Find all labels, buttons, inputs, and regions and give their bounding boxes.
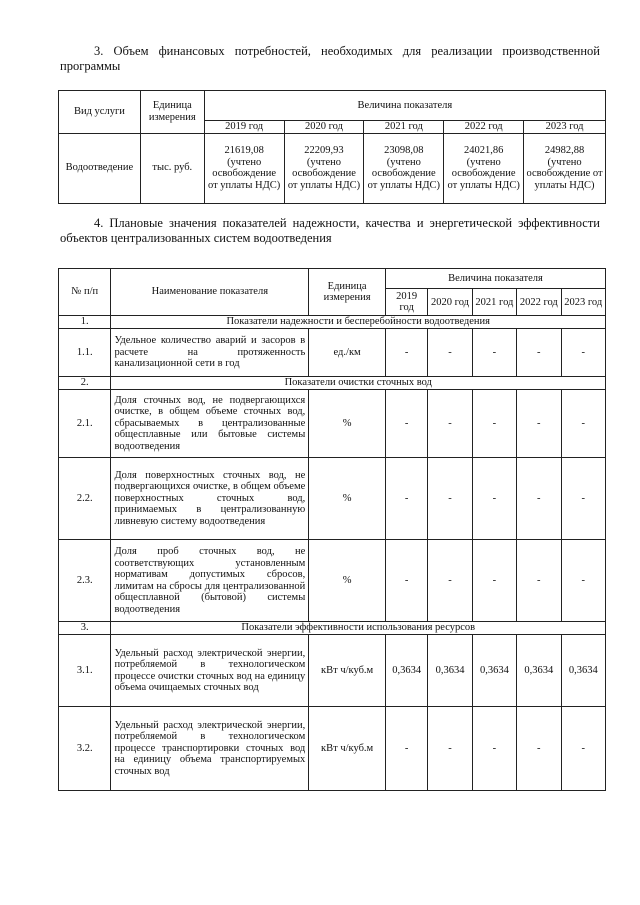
indicator-unit: кВт ч/куб.м: [309, 635, 386, 707]
indicator-unit: %: [309, 390, 386, 458]
value-cell: 22209,93 (учтено освобождение от уплаты НДС): [284, 133, 364, 203]
col-header-name: Наименование показателя: [111, 269, 309, 316]
row-num: 3.1.: [59, 635, 111, 707]
row-num: 2.2.: [59, 458, 111, 540]
table-row: [59, 458, 606, 540]
year-header: 2020 год: [428, 289, 472, 316]
table-row: [59, 635, 606, 707]
group-title: Показатели надежности и бесперебойности водоотведения: [111, 316, 606, 329]
table-row: [59, 540, 606, 622]
indicator-value: 0,3634: [517, 635, 561, 707]
indicator-unit: ед./км: [309, 329, 386, 377]
financial-needs-table: [58, 90, 606, 204]
section-4-heading: 4. Плановые значения показателей надежности, качества и энергетической эффективности объектов централизованных систем водоотведения: [60, 216, 600, 245]
col-header-service: Вид услуги: [59, 91, 141, 134]
year-header: 2019 год: [385, 289, 427, 316]
col-header-unit: Единица измерения: [140, 91, 204, 134]
indicator-value: -: [428, 458, 472, 540]
indicator-value: -: [385, 707, 427, 791]
indicator-value: -: [472, 390, 516, 458]
group-num: 3.: [59, 622, 111, 635]
indicator-value: -: [561, 329, 606, 377]
table-row: [59, 329, 606, 377]
indicator-value: -: [561, 707, 606, 791]
row-num: 1.1.: [59, 329, 111, 377]
indicator-name: Удельный расход электрической энергии, потребляемой в технологическом процессе транспортировки сточных вод на единицу объема транспортируемых сточных вод: [111, 707, 309, 791]
indicator-unit: кВт ч/куб.м: [309, 707, 386, 791]
indicator-name: Доля проб сточных вод, не соответствующих установленным нормативам допустимых сбросов, лимитам на сбросы для централизованной общесплавной (бытовой) системы водоотведения: [111, 540, 309, 622]
indicator-value: 0,3634: [561, 635, 606, 707]
indicator-value: -: [517, 707, 561, 791]
indicator-name: Удельный расход электрической энергии, потребляемой в технологическом процессе очистки сточных вод на единицу объема очищаемых сточных вод: [111, 635, 309, 707]
year-header: 2019 год: [204, 121, 284, 134]
indicator-value: -: [517, 540, 561, 622]
indicator-value: -: [472, 329, 516, 377]
indicator-name: Удельное количество аварий и засоров в расчете на протяженность канализационной сети в год: [111, 329, 309, 377]
col-header-value: Величина показателя: [204, 91, 605, 121]
col-header-unit: Единица измерения: [309, 269, 386, 316]
indicator-value: -: [428, 390, 472, 458]
indicator-value: -: [385, 329, 427, 377]
value-cell: 23098,08 (учтено освобождение от уплаты НДС): [364, 133, 444, 203]
indicator-name: Доля поверхностных сточных вод, не подвергающихся очистке, в общем объеме поверхностных сточных вод, принимаемых в централизованную ливневую систему водоотведения: [111, 458, 309, 540]
col-header-value: Величина показателя: [385, 269, 605, 289]
year-header: 2022 год: [444, 121, 524, 134]
indicator-name: Доля сточных вод, не подвергающихся очистке, в общем объеме сточных вод, сбрасываемых в централизованные общесплавные или бытовые системы водоотведения: [111, 390, 309, 458]
group-num: 1.: [59, 316, 111, 329]
section-3-heading: 3. Объем финансовых потребностей, необходимых для реализации производственной программы: [60, 44, 600, 73]
group-title: Показатели очистки сточных вод: [111, 377, 606, 390]
col-header-num: № п/п: [59, 269, 111, 316]
row-num: 3.2.: [59, 707, 111, 791]
indicator-value: -: [561, 458, 606, 540]
indicator-value: -: [472, 707, 516, 791]
indicator-value: -: [517, 458, 561, 540]
indicator-value: -: [517, 390, 561, 458]
indicator-value: -: [561, 390, 606, 458]
indicators-table: [58, 268, 606, 791]
indicator-value: -: [385, 458, 427, 540]
indicator-value: -: [428, 540, 472, 622]
value-cell: 21619,08 (учтено освобождение от уплаты НДС): [204, 133, 284, 203]
year-header: 2023 год: [561, 289, 606, 316]
indicator-value: -: [428, 707, 472, 791]
year-header: 2020 год: [284, 121, 364, 134]
indicator-value: -: [428, 329, 472, 377]
indicator-value: 0,3634: [428, 635, 472, 707]
table-row: [59, 390, 606, 458]
row-num: 2.1.: [59, 390, 111, 458]
indicator-unit: %: [309, 540, 386, 622]
group-title: Показатели эффективности использования ресурсов: [111, 622, 606, 635]
indicator-value: -: [385, 540, 427, 622]
indicator-value: -: [472, 458, 516, 540]
group-num: 2.: [59, 377, 111, 390]
year-header: 2021 год: [364, 121, 444, 134]
indicator-value: 0,3634: [472, 635, 516, 707]
indicator-value: -: [472, 540, 516, 622]
indicator-value: 0,3634: [385, 635, 427, 707]
year-header: 2023 год: [524, 121, 606, 134]
indicator-value: -: [561, 540, 606, 622]
row-num: 2.3.: [59, 540, 111, 622]
indicator-value: -: [385, 390, 427, 458]
year-header: 2022 год: [517, 289, 561, 316]
table-row: [59, 707, 606, 791]
year-header: 2021 год: [472, 289, 516, 316]
indicator-unit: %: [309, 458, 386, 540]
indicator-value: -: [517, 329, 561, 377]
value-cell: 24982,88 (учтено освобождение от уплаты НДС): [524, 133, 606, 203]
value-cell: 24021,86 (учтено освобождение от уплаты НДС): [444, 133, 524, 203]
service-unit: тыс. руб.: [140, 133, 204, 203]
service-name: Водоотведение: [59, 133, 141, 203]
